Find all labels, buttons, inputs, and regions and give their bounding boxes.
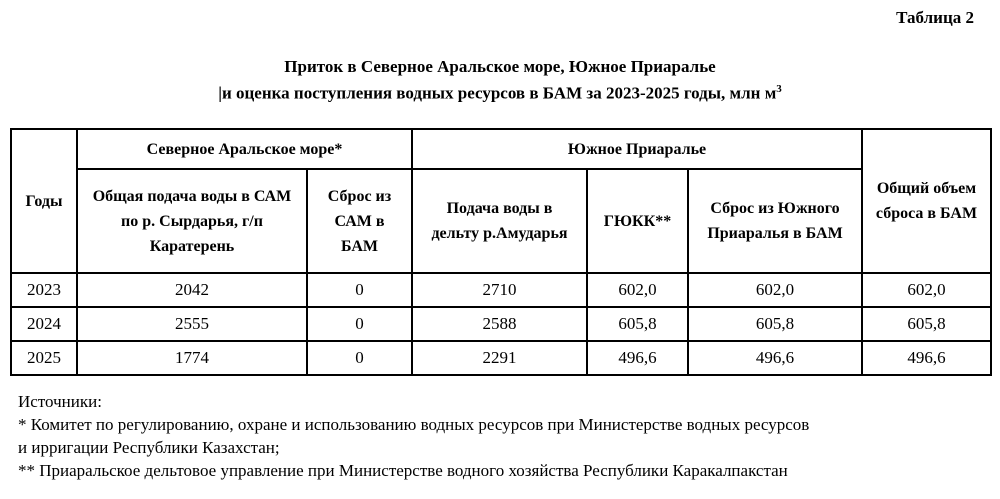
value-cell: 496,6 [688,341,862,375]
value-cell: 602,0 [587,273,688,307]
value-cell: 2291 [412,341,587,375]
value-cell: 1774 [77,341,307,375]
table-row-2024 [11,307,991,341]
sources-section [18,390,982,482]
sub-header-row [11,169,991,273]
value-cell: 605,8 [862,307,991,341]
year-cell: 2025 [11,341,77,375]
table-caption-number: Таблица 2 [896,8,974,27]
table-header [11,129,991,273]
group-header-row [11,129,991,169]
title-line-2 [0,78,1000,105]
value-cell: 496,6 [587,341,688,375]
table-row-2025 [11,341,991,375]
table-row-2023 [11,273,991,307]
header-cell-southern-priaralye: Южное Приаралье [412,129,862,169]
source-note-2: ** Приаральское дельтовое управление при Министерстве водного хозяйства Республики Каракалпакстан [18,461,788,480]
data-table [10,128,992,376]
cubic-meter-superscript: 3 [776,83,782,95]
table-body [11,273,991,375]
value-cell: 0 [307,341,412,375]
value-cell: 2588 [412,307,587,341]
value-cell: 605,8 [688,307,862,341]
value-cell: 2710 [412,273,587,307]
source-note-1-line-1: * Комитет по регулированию, охране и использованию водных ресурсов при Министерстве водных ресурсов [18,415,810,434]
header-cell-total-discharge-bam: Общий объем сброса в БАМ [862,129,991,273]
value-cell: 602,0 [862,273,991,307]
source-note-1-line-2: и ирригации Республики Казахстан; [18,438,280,457]
value-cell: 605,8 [587,307,688,341]
header-cell-northern-aral-sea: Северное Аральское море* [77,129,412,169]
title-line-2-text: |и оценка поступления водных ресурсов в БАМ за 2023-2025 годы, млн м [218,83,777,103]
value-cell: 2042 [77,273,307,307]
header-cell-total-supply-syrdarya: Общая подача воды в САМ по р. Сырдарья, г/п Каратерень [77,169,307,273]
year-cell: 2023 [11,273,77,307]
header-cell-years: Годы [11,129,77,273]
header-cell-supply-amudarya-delta: Подача воды в дельту р.Амударья [412,169,587,273]
header-cell-gyukk: ГЮКК** [587,169,688,273]
document-title [0,56,1000,105]
value-cell: 0 [307,273,412,307]
header-cell-discharge-sam-bam: Сброс из САМ в БАМ [307,169,412,273]
value-cell: 2555 [77,307,307,341]
header-cell-discharge-southern-bam: Сброс из Южного Приаралья в БАМ [688,169,862,273]
sources-heading: Источники: [18,392,102,411]
value-cell: 496,6 [862,341,991,375]
year-cell: 2024 [11,307,77,341]
value-cell: 602,0 [688,273,862,307]
value-cell: 0 [307,307,412,341]
title-line-1: Приток в Северное Аральское море, Южное Приаралье [284,57,716,76]
